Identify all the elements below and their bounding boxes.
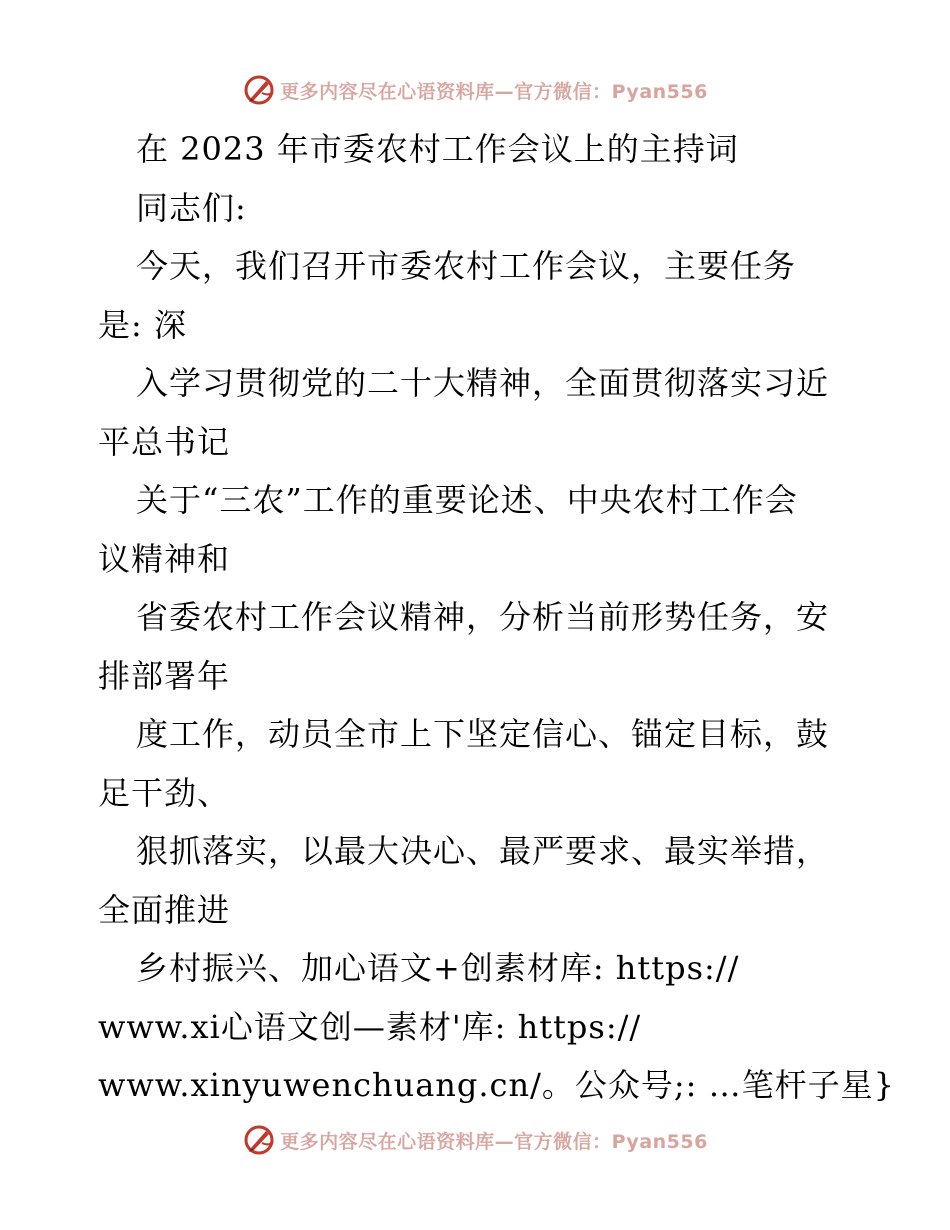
paragraph-line: 是: 深 xyxy=(98,305,187,344)
pen-logo-icon xyxy=(242,1123,276,1157)
paragraph-line: 排部署年 xyxy=(98,656,231,695)
paragraph-line: 全面推进 xyxy=(98,890,231,929)
document-body xyxy=(98,120,895,1115)
header-banner-text: 更多内容尽在心语资料库—官方微信：Pyan556 xyxy=(280,80,708,103)
header-watermark-banner xyxy=(0,70,950,110)
paragraph-line: 足干劲、 xyxy=(98,773,231,812)
footer-watermark-banner xyxy=(0,1120,950,1160)
paragraph-line: 度工作，动员全市上下坚定信心、锚定目标，鼓 xyxy=(136,715,830,753)
paragraph-line: 入学习贯彻党的二十大精神，全面贯彻落实习近 xyxy=(136,364,830,402)
footer-banner-text: 更多内容尽在心语资料库—官方微信：Pyan556 xyxy=(280,1130,708,1153)
paragraph-line: 议精神和 xyxy=(98,539,231,578)
pen-logo-icon xyxy=(242,73,276,107)
document-title: 在 2023 年市委农村工作会议上的主持词 xyxy=(136,130,739,168)
paragraph-line: 省委农村工作会议精神，分析当前形势任务，安 xyxy=(136,598,830,636)
paragraph-line: 今天，我们召开市委农村工作会议，主要任务 xyxy=(136,247,797,285)
paragraph-line: 平总书记 xyxy=(98,422,231,461)
paragraph-line: www.xinyuwenchuang.cn/。公众号;: …笔杆子星} xyxy=(98,1066,895,1104)
paragraph-line: 乡村振兴、加心语文+创素材库: https:// xyxy=(136,949,740,987)
paragraph-line: www.xi心语文创—素材'库: https:// xyxy=(98,1007,642,1046)
salutation: 同志们: xyxy=(136,188,247,227)
paragraph-line: 狠抓落实，以最大决心、最严要求、最实举措， xyxy=(136,832,830,870)
paragraph-line: 关于“三农”工作的重要论述、中央农村工作会 xyxy=(136,481,798,519)
